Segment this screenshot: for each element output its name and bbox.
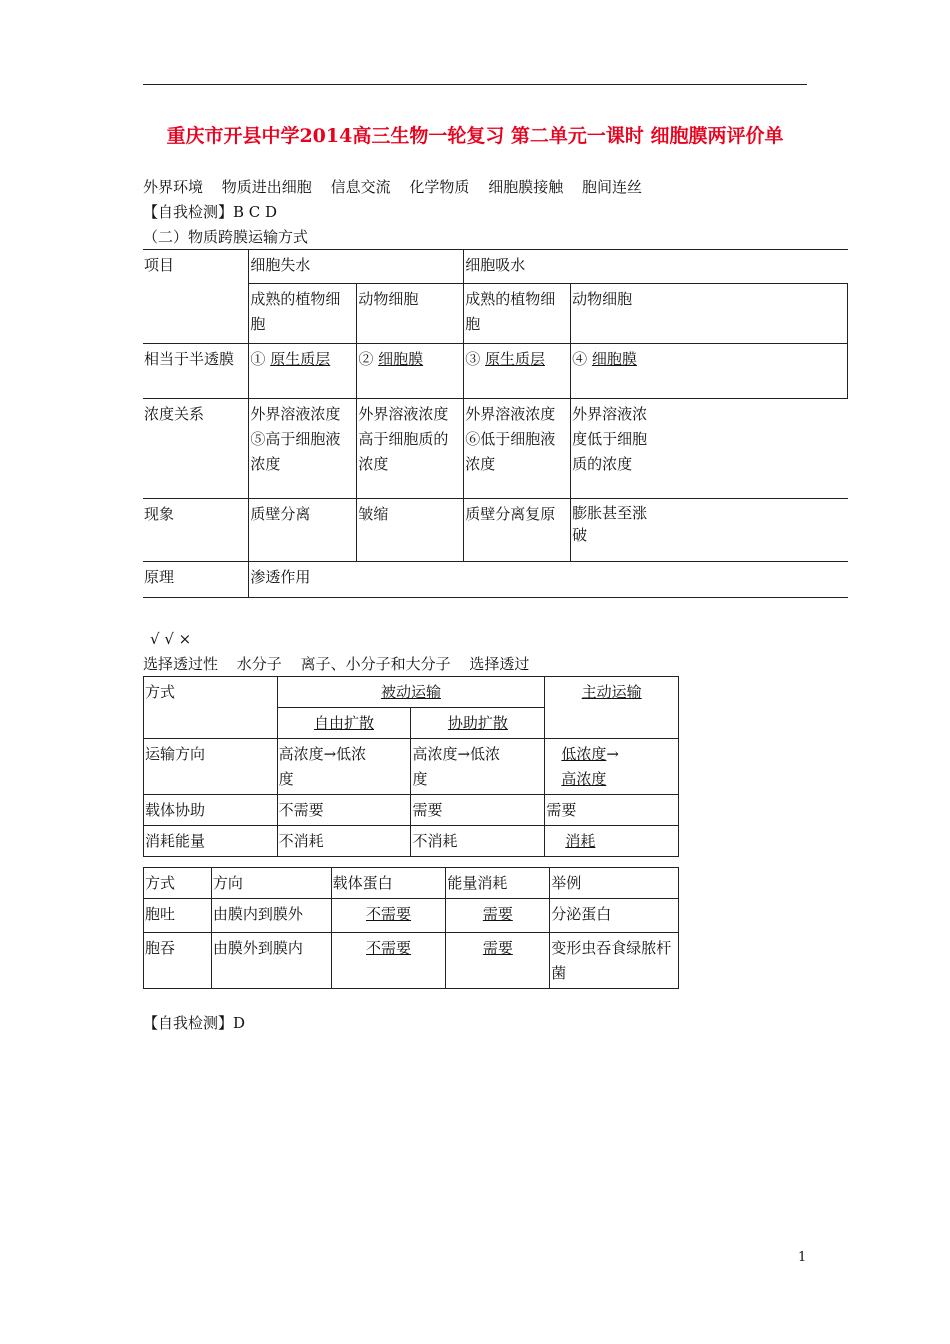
cell-exo-example: 分泌蛋白: [550, 899, 679, 933]
cell-header-energy: 能量消耗: [446, 868, 550, 899]
answer-item: 选择透过性: [143, 655, 219, 673]
cell-header-method: 方式: [144, 868, 212, 899]
answers-line-1: [143, 177, 656, 197]
cell-carrier-active: 需要: [545, 795, 679, 826]
self-check-2: 【自我检测】D: [143, 1014, 246, 1032]
section-2-heading: （二）物质跨膜运输方式: [143, 228, 309, 246]
transport-table: [143, 676, 679, 857]
cell-phen-2: 皱缩: [357, 499, 464, 562]
cell-plant-cell-1: 成熟的植物细胞: [249, 284, 357, 344]
cell-passive-header: 被动运输: [277, 677, 545, 708]
cell-exocytosis: 胞吐: [144, 899, 212, 933]
cell-principle: 渗透作用: [249, 562, 848, 598]
endo-exocytosis-table: [143, 867, 679, 989]
cell-energy-facilitated: 不消耗: [411, 826, 545, 857]
cell-phen-label: 现象: [143, 499, 249, 562]
cell-carrier-free: 不需要: [277, 795, 411, 826]
page-number: 1: [798, 1250, 807, 1265]
cell-facilitated-diffusion: 协助扩散: [411, 708, 545, 739]
cell-energy-free: 不消耗: [277, 826, 411, 857]
answer-item: 化学物质: [409, 178, 470, 196]
cell-direction-label: 运输方向: [144, 739, 278, 795]
cell-phen-3: 质壁分离复原: [464, 499, 571, 562]
answer-item: 信息交流: [330, 178, 391, 196]
answer-item: 胞间连丝: [581, 178, 642, 196]
cell-exo-carrier: 不需要: [331, 899, 446, 933]
answer-item: 物质进出细胞: [221, 178, 312, 196]
cell-endo-example: 变形虫吞食绿脓杆菌: [550, 933, 679, 989]
cell-membrane-label: 相当于半透膜: [143, 344, 249, 399]
self-check-1: 【自我检测】B C D: [143, 203, 278, 221]
cell-animal-cell-2: 动物细胞: [571, 284, 848, 344]
answer-item: 水分子: [236, 655, 282, 673]
answer-item: 选择透过: [469, 655, 530, 673]
cell-plant-cell-2: 成熟的植物细胞: [464, 284, 571, 344]
cell-endocytosis: 胞吞: [144, 933, 212, 989]
cell-active-header: 主动运输: [545, 677, 679, 739]
table-row: [144, 899, 679, 933]
cell-exo-energy: 需要: [446, 899, 550, 933]
osmosis-table: [143, 249, 848, 598]
cell-membrane-3: ③ 原生质层: [464, 344, 571, 399]
cell-dir-free: 高浓度→低浓度: [277, 739, 411, 795]
cell-lose-water: 细胞失水: [249, 250, 464, 284]
answer-item: 离子、小分子和大分子: [300, 655, 451, 673]
cell-principle-label: 原理: [143, 562, 249, 598]
header-rule: [143, 84, 807, 85]
document-title: 重庆市开县中学2014高三生物一轮复习 第二单元一课时 细胞膜两评价单: [166, 125, 784, 147]
answer-item: 细胞膜接触: [488, 178, 564, 196]
cell-endo-energy: 需要: [446, 933, 550, 989]
cell-free-diffusion: 自由扩散: [277, 708, 411, 739]
cell-endo-carrier: 不需要: [331, 933, 446, 989]
cell-exo-direction: 由膜内到膜外: [211, 899, 331, 933]
cell-energy-label: 消耗能量: [144, 826, 278, 857]
cell-endo-direction: 由膜外到膜内: [211, 933, 331, 989]
cell-dir-facilitated: 高浓度→低浓度: [411, 739, 545, 795]
cell-absorb-water: 细胞吸水: [464, 250, 848, 284]
table-row: [144, 933, 679, 989]
cell-method-header: 方式: [144, 677, 278, 739]
cell-conc-1: 外界溶液浓度⑤高于细胞液浓度: [249, 399, 357, 499]
cell-energy-active: 消耗: [545, 826, 679, 857]
cell-membrane-2: ② 细胞膜: [357, 344, 464, 399]
cell-conc-2: 外界溶液浓度高于细胞质的浓度: [357, 399, 464, 499]
cell-header-carrier: 载体蛋白: [331, 868, 446, 899]
cell-carrier-facilitated: 需要: [411, 795, 545, 826]
cell-membrane-4: ④ 细胞膜: [571, 344, 848, 399]
cell-conc-3: 外界溶液浓度⑥低于细胞液浓度: [464, 399, 571, 499]
cell-conc-label: 浓度关系: [143, 399, 249, 499]
cell-animal-cell-1: 动物细胞: [357, 284, 464, 344]
cell-phen-1: 质壁分离: [249, 499, 357, 562]
cell-header-direction: 方向: [211, 868, 331, 899]
cell-membrane-1: ① 原生质层: [249, 344, 357, 399]
check-marks: √ √ ×: [150, 630, 192, 648]
answers-line-2: [143, 654, 543, 674]
cell-dir-active: 低浓度→ 高浓度: [545, 739, 679, 795]
cell-item-header: 项目: [143, 250, 249, 344]
cell-carrier-label: 载体协助: [144, 795, 278, 826]
cell-header-example: 举例: [550, 868, 679, 899]
cell-conc-4: 外界溶液浓度低于细胞质的浓度: [571, 399, 848, 499]
answer-item: 外界环境: [143, 178, 204, 196]
cell-phen-4: 膨胀甚至涨破: [571, 499, 848, 562]
